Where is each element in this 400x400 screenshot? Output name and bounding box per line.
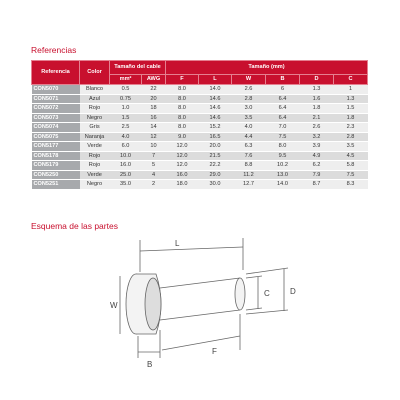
cell-w: 12.7 — [232, 180, 266, 190]
cell-l: 29.0 — [199, 170, 232, 180]
cell-ref: CON5073 — [32, 113, 80, 123]
table-row — [32, 123, 368, 133]
cell-color: Verde — [80, 142, 110, 152]
cell-color: Negro — [80, 180, 110, 190]
cell-d: 2.6 — [300, 123, 334, 133]
cell-awg: 18 — [142, 104, 166, 114]
cell-d: 1.8 — [300, 104, 334, 114]
cell-w: 11.2 — [232, 170, 266, 180]
cell-awg: 14 — [142, 123, 166, 133]
cell-mm2: 16.0 — [110, 161, 142, 171]
cell-ref: CON5075 — [32, 132, 80, 142]
table-row — [32, 180, 368, 190]
cell-color: Blanco — [80, 85, 110, 95]
cell-c: 1.5 — [334, 104, 368, 114]
cell-d: 3.2 — [300, 132, 334, 142]
cell-awg: 2 — [142, 180, 166, 190]
cell-w: 3.0 — [232, 104, 266, 114]
header-d: D — [300, 75, 334, 85]
table-row — [32, 170, 368, 180]
cell-c: 8.3 — [334, 180, 368, 190]
cell-ref: CON5179 — [32, 161, 80, 171]
dim-d-top — [246, 268, 288, 274]
cell-c: 1.3 — [334, 94, 368, 104]
specs-table — [31, 60, 368, 190]
cell-mm2: 6.0 — [110, 142, 142, 152]
dim-l-line — [140, 247, 243, 251]
cell-mm2: 0.75 — [110, 94, 142, 104]
label-f: F — [212, 347, 217, 356]
cell-ref: CON5251 — [32, 180, 80, 190]
header-w: W — [232, 75, 266, 85]
table-row — [32, 151, 368, 161]
cell-b: 6 — [266, 85, 300, 95]
cell-awg: 20 — [142, 94, 166, 104]
table-row — [32, 132, 368, 142]
ferrule-collar-opening — [145, 278, 161, 330]
cell-c: 2.8 — [334, 132, 368, 142]
cell-w: 2.8 — [232, 94, 266, 104]
cell-color: Rojo — [80, 151, 110, 161]
cell-b: 6.4 — [266, 104, 300, 114]
section-title-referencias: Referencias — [31, 45, 77, 55]
cell-l: 22.2 — [199, 161, 232, 171]
cell-l: 21.5 — [199, 151, 232, 161]
cell-b: 6.4 — [266, 113, 300, 123]
cell-f: 8.0 — [166, 104, 199, 114]
cell-c: 2.3 — [334, 123, 368, 133]
cell-b: 6.4 — [266, 94, 300, 104]
cell-awg: 7 — [142, 151, 166, 161]
header-awg: AWG — [142, 75, 166, 85]
cell-w: 3.5 — [232, 113, 266, 123]
cell-f: 12.0 — [166, 142, 199, 152]
header-tamano-mm: Tamaño (mm) — [166, 61, 368, 75]
cell-color: Rojo — [80, 161, 110, 171]
cell-awg: 16 — [142, 113, 166, 123]
cell-w: 2.6 — [232, 85, 266, 95]
cell-l: 16.5 — [199, 132, 232, 142]
label-w: W — [110, 301, 118, 310]
cell-l: 14.6 — [199, 94, 232, 104]
cell-w: 4.0 — [232, 123, 266, 133]
label-b: B — [147, 360, 153, 369]
cell-w: 4.4 — [232, 132, 266, 142]
cell-f: 16.0 — [166, 170, 199, 180]
dim-f-line — [162, 336, 240, 350]
cell-mm2: 1.5 — [110, 113, 142, 123]
cell-b: 7.0 — [266, 123, 300, 133]
cell-d: 4.9 — [300, 151, 334, 161]
cell-ref: CON5250 — [32, 170, 80, 180]
cell-color: Negro — [80, 113, 110, 123]
header-b: B — [266, 75, 300, 85]
header-l: L — [199, 75, 232, 85]
cell-mm2: 1.0 — [110, 104, 142, 114]
header-referencia: Referencia — [32, 61, 80, 85]
cell-f: 8.0 — [166, 85, 199, 95]
cell-mm2: 2.5 — [110, 123, 142, 133]
cell-b: 13.0 — [266, 170, 300, 180]
cell-f: 18.0 — [166, 180, 199, 190]
cell-c: 4.5 — [334, 151, 368, 161]
cell-awg: 12 — [142, 132, 166, 142]
cell-ref: CON5177 — [32, 142, 80, 152]
cell-color: Naranja — [80, 132, 110, 142]
cell-ref: CON5070 — [32, 85, 80, 95]
cell-d: 2.1 — [300, 113, 334, 123]
cell-awg: 4 — [142, 170, 166, 180]
cell-b: 10.2 — [266, 161, 300, 171]
cell-f: 9.0 — [166, 132, 199, 142]
dim-c-top — [246, 276, 262, 278]
cell-mm2: 25.0 — [110, 170, 142, 180]
cell-l: 14.6 — [199, 104, 232, 114]
table-header-row — [32, 61, 368, 75]
cell-w: 6.3 — [232, 142, 266, 152]
cell-color: Verde — [80, 170, 110, 180]
cell-f: 12.0 — [166, 151, 199, 161]
cell-ref: CON5071 — [32, 94, 80, 104]
cell-f: 8.0 — [166, 94, 199, 104]
cell-b: 9.5 — [266, 151, 300, 161]
cell-w: 7.6 — [232, 151, 266, 161]
cell-d: 6.2 — [300, 161, 334, 171]
label-l: L — [175, 239, 180, 248]
cell-f: 8.0 — [166, 123, 199, 133]
cell-color: Gris — [80, 123, 110, 133]
cell-d: 7.9 — [300, 170, 334, 180]
cell-l: 20.0 — [199, 142, 232, 152]
table-row — [32, 142, 368, 152]
ferrule-tube — [160, 278, 240, 320]
table-row — [32, 85, 368, 95]
table-row — [32, 161, 368, 171]
cell-c: 1.8 — [334, 113, 368, 123]
cell-awg: 10 — [142, 142, 166, 152]
cell-mm2: 4.0 — [110, 132, 142, 142]
header-mm2: mm² — [110, 75, 142, 85]
table-row — [32, 113, 368, 123]
cell-b: 7.5 — [266, 132, 300, 142]
cell-ref: CON5072 — [32, 104, 80, 114]
table-row — [32, 104, 368, 114]
section-title-esquema: Esquema de las partes — [31, 221, 118, 231]
cell-c: 1 — [334, 85, 368, 95]
table-row — [32, 94, 368, 104]
cell-color: Azul — [80, 94, 110, 104]
dim-d-bottom — [246, 310, 288, 314]
cell-w: 8.8 — [232, 161, 266, 171]
cell-d: 3.9 — [300, 142, 334, 152]
cell-l: 14.0 — [199, 85, 232, 95]
cell-c: 3.5 — [334, 142, 368, 152]
label-d: D — [290, 287, 296, 296]
cell-c: 7.5 — [334, 170, 368, 180]
cell-l: 30.0 — [199, 180, 232, 190]
cell-b: 14.0 — [266, 180, 300, 190]
cell-d: 1.6 — [300, 94, 334, 104]
cell-b: 8.0 — [266, 142, 300, 152]
cell-ref: CON5074 — [32, 123, 80, 133]
header-f: F — [166, 75, 199, 85]
cell-d: 8.7 — [300, 180, 334, 190]
cell-mm2: 35.0 — [110, 180, 142, 190]
cell-mm2: 10.0 — [110, 151, 142, 161]
cell-l: 14.6 — [199, 113, 232, 123]
label-c: C — [264, 289, 270, 298]
header-color: Color — [80, 61, 110, 85]
cell-f: 8.0 — [166, 113, 199, 123]
cell-awg: 5 — [142, 161, 166, 171]
cell-f: 12.0 — [166, 161, 199, 171]
header-c: C — [334, 75, 368, 85]
dim-c-bottom — [246, 308, 262, 310]
cell-awg: 22 — [142, 85, 166, 95]
header-tamano-cable: Tamaño del cable — [110, 61, 166, 75]
ferrule-tube-end — [235, 278, 245, 310]
ferrule-diagram — [0, 230, 400, 400]
cell-d: 1.3 — [300, 85, 334, 95]
cell-c: 5.8 — [334, 161, 368, 171]
cell-ref: CON5178 — [32, 151, 80, 161]
cell-l: 15.2 — [199, 123, 232, 133]
cell-mm2: 0.5 — [110, 85, 142, 95]
cell-color: Rojo — [80, 104, 110, 114]
